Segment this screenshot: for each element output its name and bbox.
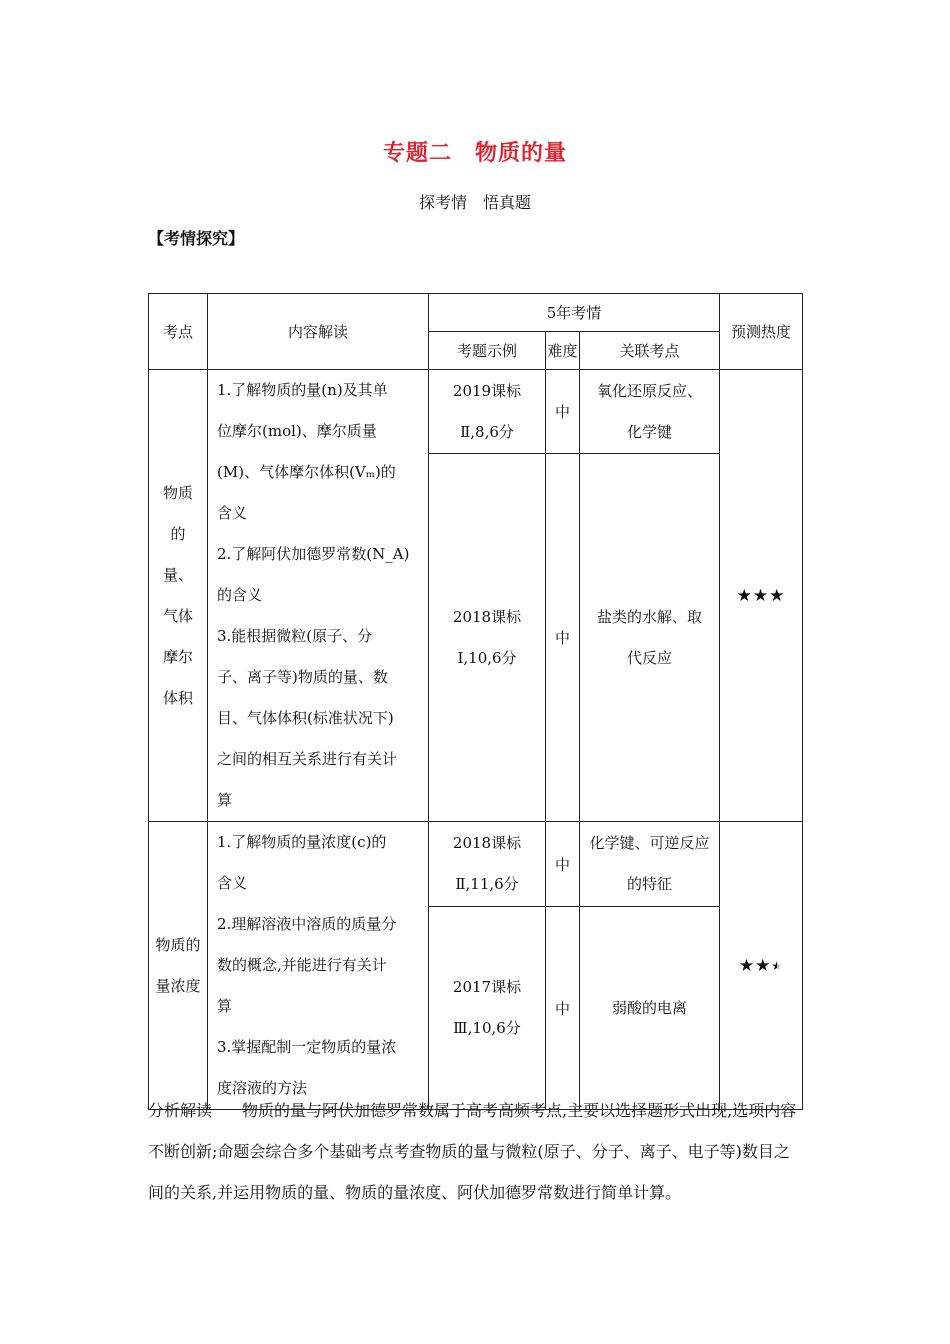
content-cell-2: [208, 822, 429, 1110]
exam-example-line: Ⅱ,8,6分: [460, 422, 514, 441]
content-line: 含义: [217, 504, 248, 522]
exam-related-line: 化学键、可逆反应: [589, 834, 710, 853]
exam-example-line: Ⅲ,10,6分: [453, 1019, 521, 1038]
content-line: 的含义: [217, 586, 263, 604]
exam-related: [580, 822, 720, 907]
content-line: 数的概念,并能进行有关计: [217, 956, 387, 974]
header-nandu: 难度: [546, 332, 580, 370]
exam-related-line: 的特征: [626, 875, 672, 894]
exam-example-line: 2018课标: [452, 607, 522, 626]
content-line: 度溶液的方法: [217, 1079, 308, 1097]
exam-analysis-table: [148, 293, 803, 1110]
category-line: 量浓度: [155, 976, 201, 995]
analysis-label: 分析解读: [148, 1101, 213, 1120]
category-line: 物质: [162, 483, 193, 502]
exam-related: [580, 370, 720, 454]
content-cell-1: [208, 370, 429, 822]
content-line: 3.掌握配制一定物质的量浓: [217, 1038, 397, 1056]
exam-related: [580, 907, 720, 1110]
exam-example-line: 2017课标: [452, 978, 522, 997]
category-line: 物质的: [155, 935, 201, 954]
exam-difficulty: 中: [546, 370, 580, 454]
content-line: 算: [217, 997, 233, 1015]
heat-rating-1: ★★★: [720, 370, 803, 822]
exam-related-line: 化学键: [626, 422, 672, 441]
category-line: 气体: [162, 606, 193, 625]
exam-example-line: 2018课标: [452, 834, 522, 853]
header-shili: 考题示例: [429, 332, 546, 370]
exam-example: [429, 370, 546, 454]
exam-related: [580, 454, 720, 822]
content-line: 位摩尔(mol)、摩尔质量: [217, 422, 377, 440]
exam-example: [429, 454, 546, 822]
star-half-icon: ★ ★: [771, 959, 783, 973]
content-line: 目、气体体积(标准状况下): [217, 709, 394, 727]
content-line: 子、离子等)物质的量、数: [217, 668, 388, 686]
section-label: 【考情探究】: [148, 229, 245, 248]
page-title: 专题二 物质的量: [382, 141, 567, 166]
exam-example-line: 2019课标: [452, 381, 522, 400]
exam-example: [429, 822, 546, 907]
header-guanlian: 关联考点: [580, 332, 720, 370]
content-line: 3.能根据微粒(原子、分: [217, 627, 373, 645]
header-wunian: 5年考情: [429, 294, 720, 332]
header-kaodian: 考点: [149, 294, 208, 370]
exam-related-line: 代反应: [626, 648, 672, 667]
exam-example-line: Ⅱ,11,6分: [455, 875, 519, 894]
header-yuce: 预测热度: [720, 294, 803, 370]
content-line: 算: [217, 791, 233, 809]
content-line: 含义: [217, 874, 248, 892]
content-line: 1.了解物质的量(n)及其单: [217, 381, 388, 399]
exam-difficulty: 中: [546, 907, 580, 1110]
content-line: 2.理解溶液中溶质的质量分: [217, 915, 397, 933]
category-cell-1: [149, 370, 208, 822]
content-line: (M)、气体摩尔体积(Vₘ)的: [217, 463, 396, 481]
category-line: 的: [170, 524, 186, 543]
content-line: 之间的相互关系进行有关计: [217, 750, 398, 768]
exam-difficulty: 中: [546, 454, 580, 822]
heat-rating-2: [720, 822, 803, 1110]
star-full-icon: ★★: [738, 955, 772, 976]
analysis-text: 物质的量与阿伏加德罗常数属于高考高频考点,主要以选择题形式出现,选项内容不断创新;命题会综合多个基础考点考查物质的量与微粒(原子、分子、离子、电子等)数目之间的关系,并运用物质的量、物质的量浓度、阿伏加德罗常数进行简单计算。: [148, 1101, 797, 1202]
category-line: 摩尔: [162, 647, 193, 666]
exam-related-line: 弱酸的电离: [611, 998, 687, 1017]
analysis-paragraph: [148, 1090, 804, 1213]
exam-example: [429, 907, 546, 1110]
header-neirong: 内容解读: [208, 294, 429, 370]
exam-related-line: 氧化还原反应、: [596, 381, 702, 400]
exam-difficulty: 中: [546, 822, 580, 907]
exam-example-line: Ⅰ,10,6分: [457, 648, 517, 667]
content-line: 1.了解物质的量浓度(c)的: [217, 833, 387, 851]
exam-related-line: 盐类的水解、取: [596, 607, 702, 626]
category-cell-2: [149, 822, 208, 1110]
page-subtitle: 探考情 悟真题: [418, 193, 531, 212]
category-line: 体积: [162, 688, 193, 707]
content-line: 2.了解阿伏加德罗常数(N_A): [217, 545, 410, 563]
category-line: 量、: [162, 565, 193, 584]
